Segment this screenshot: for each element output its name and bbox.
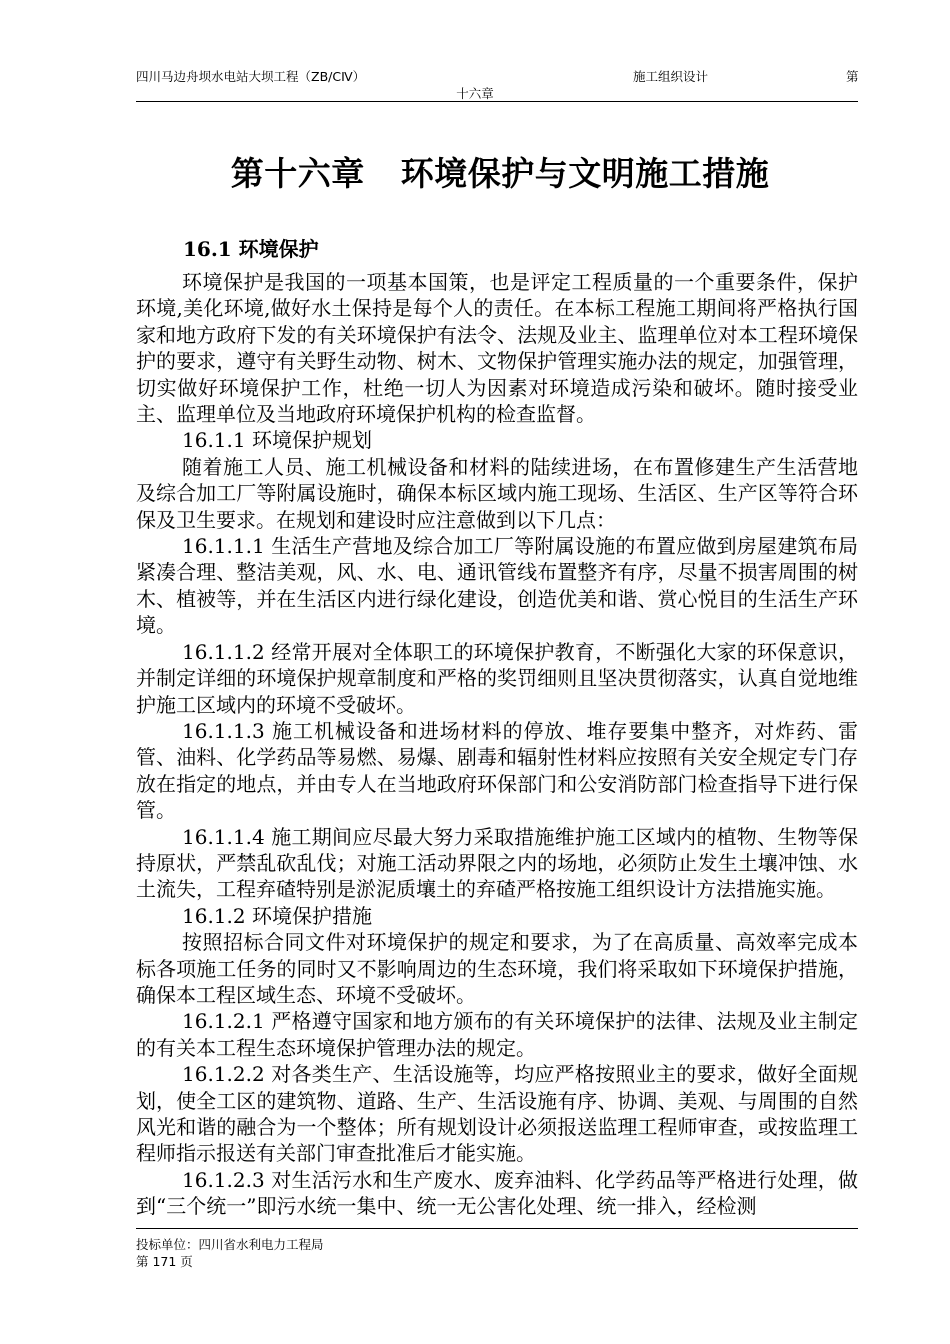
header-rule <box>136 101 858 102</box>
header-chapter-prefix: 第 <box>846 69 859 84</box>
paragraph-16-1-1-3: 16.1.1.3 施工机械设备和进场材料的停放、堆存要集中整齐，对炸药、雷管、油料、化学药品等易燃、易爆、剧毒和辐射性材料应按照有关安全规定专门存放在指定的地点，并由专人在当地政府环保部门和公安消防部门检查指导下进行保管。 <box>136 718 858 823</box>
footer-bidder: 投标单位：四川省水利电力工程局 <box>136 1237 324 1252</box>
paragraph-16-1-2-2: 16.1.2.2 对各类生产、生活设施等，均应严格按照业主的要求，做好全面规划，使全工区的建筑物、道路、生产、生活设施有序、协调、美观、与周围的自然风光和谐的融合为一个整体；所有规划设计必须报送监理工程师审查，或按监理工程师指示报送有关部门审查批准后才能实施。 <box>136 1062 858 1166</box>
paragraph-16-1-2-1: 16.1.2.1 严格遵守国家和地方颁布的有关环境保护的法律、法规及业主制定的有关本工程生态环境保护管理办法的规定。 <box>136 1009 858 1060</box>
footer-rule <box>136 1228 858 1229</box>
subsection-heading-16-1-2: 16.1.2 环境保护措施 <box>182 903 372 928</box>
footer-page-number: 第 171 页 <box>136 1254 193 1269</box>
paragraph-16-1-2-3: 16.1.2.3 对生活污水和生产废水、废弃油料、化学药品等严格进行处理，做到“三个统一”即污水统一集中、统一无公害化处理、统一排入，经检测 <box>136 1167 858 1219</box>
paragraph-measures: 按照招标合同文件对环境保护的规定和要求，为了在高质量、高效率完成本标各项施工任务的同时又不影响周边的生态环境，我们将采取如下环境保护措施，确保本工程区域生态、环境不受破坏。 <box>136 930 858 1007</box>
paragraph-16-1-1-4: 16.1.1.4 施工期间应尽最大努力采取措施维护施工区域内的植物、生物等保持原状，严禁乱砍乱伐；对施工活动界限之内的场地，必须防止发生土壤冲蚀、水土流失，工程弃碴特别是淤泥质壤土的弃碴严格按施工组织设计方法措施实施。 <box>136 824 858 902</box>
chapter-title: 第十六章 环境保护与文明施工措施 <box>230 154 770 193</box>
paragraph-16-1-1-1: 16.1.1.1 生活生产营地及综合加工厂等附属设施的布置应做到房屋建筑布局紧凑合理、整洁美观，风、水、电、通讯管线布置整齐有序，尽量不损害周围的树木、植被等，并在生活区内进行绿化建设，创造优美和谐、赏心悦目的生活生产环境。 <box>136 534 858 638</box>
paragraph-16-1-1-2: 16.1.1.2 经常开展对全体职工的环境保护教育，不断强化大家的环保意识，并制定详细的环境保护规章制度和严格的奖罚细则且坚决贯彻落实，认真自觉地维护施工区域内的环境不受破坏。 <box>136 639 858 717</box>
section-heading: 16.1 环境保护 <box>183 237 319 261</box>
header-project-name: 四川马边舟坝水电站大坝工程（ZB/CⅣ） <box>136 69 366 84</box>
subsection-heading-16-1-1: 16.1.1 环境保护规划 <box>182 428 372 453</box>
paragraph-intro: 环境保护是我国的一项基本国策，也是评定工程质量的一个重要条件，保护环境,美化环境,做好水土保持是每个人的责任。在本标工程施工期间将严格执行国家和地方政府下发的有关环境保护有法令、法规及业主、监理单位对本工程环境保护的要求，遵守有关野生动物、树木、文物保护管理实施办法的规定，加强管理，切实做好环境保护工作，杜绝一切人为因素对环境造成污染和破坏。随时接受业主、监理单位及当地政府环境保护机构的检查监督。 <box>136 270 858 427</box>
header-document-type: 施工组织设计 <box>633 69 709 84</box>
paragraph-planning: 随着施工人员、施工机械设备和材料的陆续进场，在布置修建生产生活营地及综合加工厂等附属设施时，确保本标区域内施工现场、生活区、生产区等符合环保及卫生要求。在规划和建设时应注意做到以下几点： <box>136 454 858 532</box>
body-text <box>136 269 858 1220</box>
header-chapter-number: 十六章 <box>456 86 494 101</box>
